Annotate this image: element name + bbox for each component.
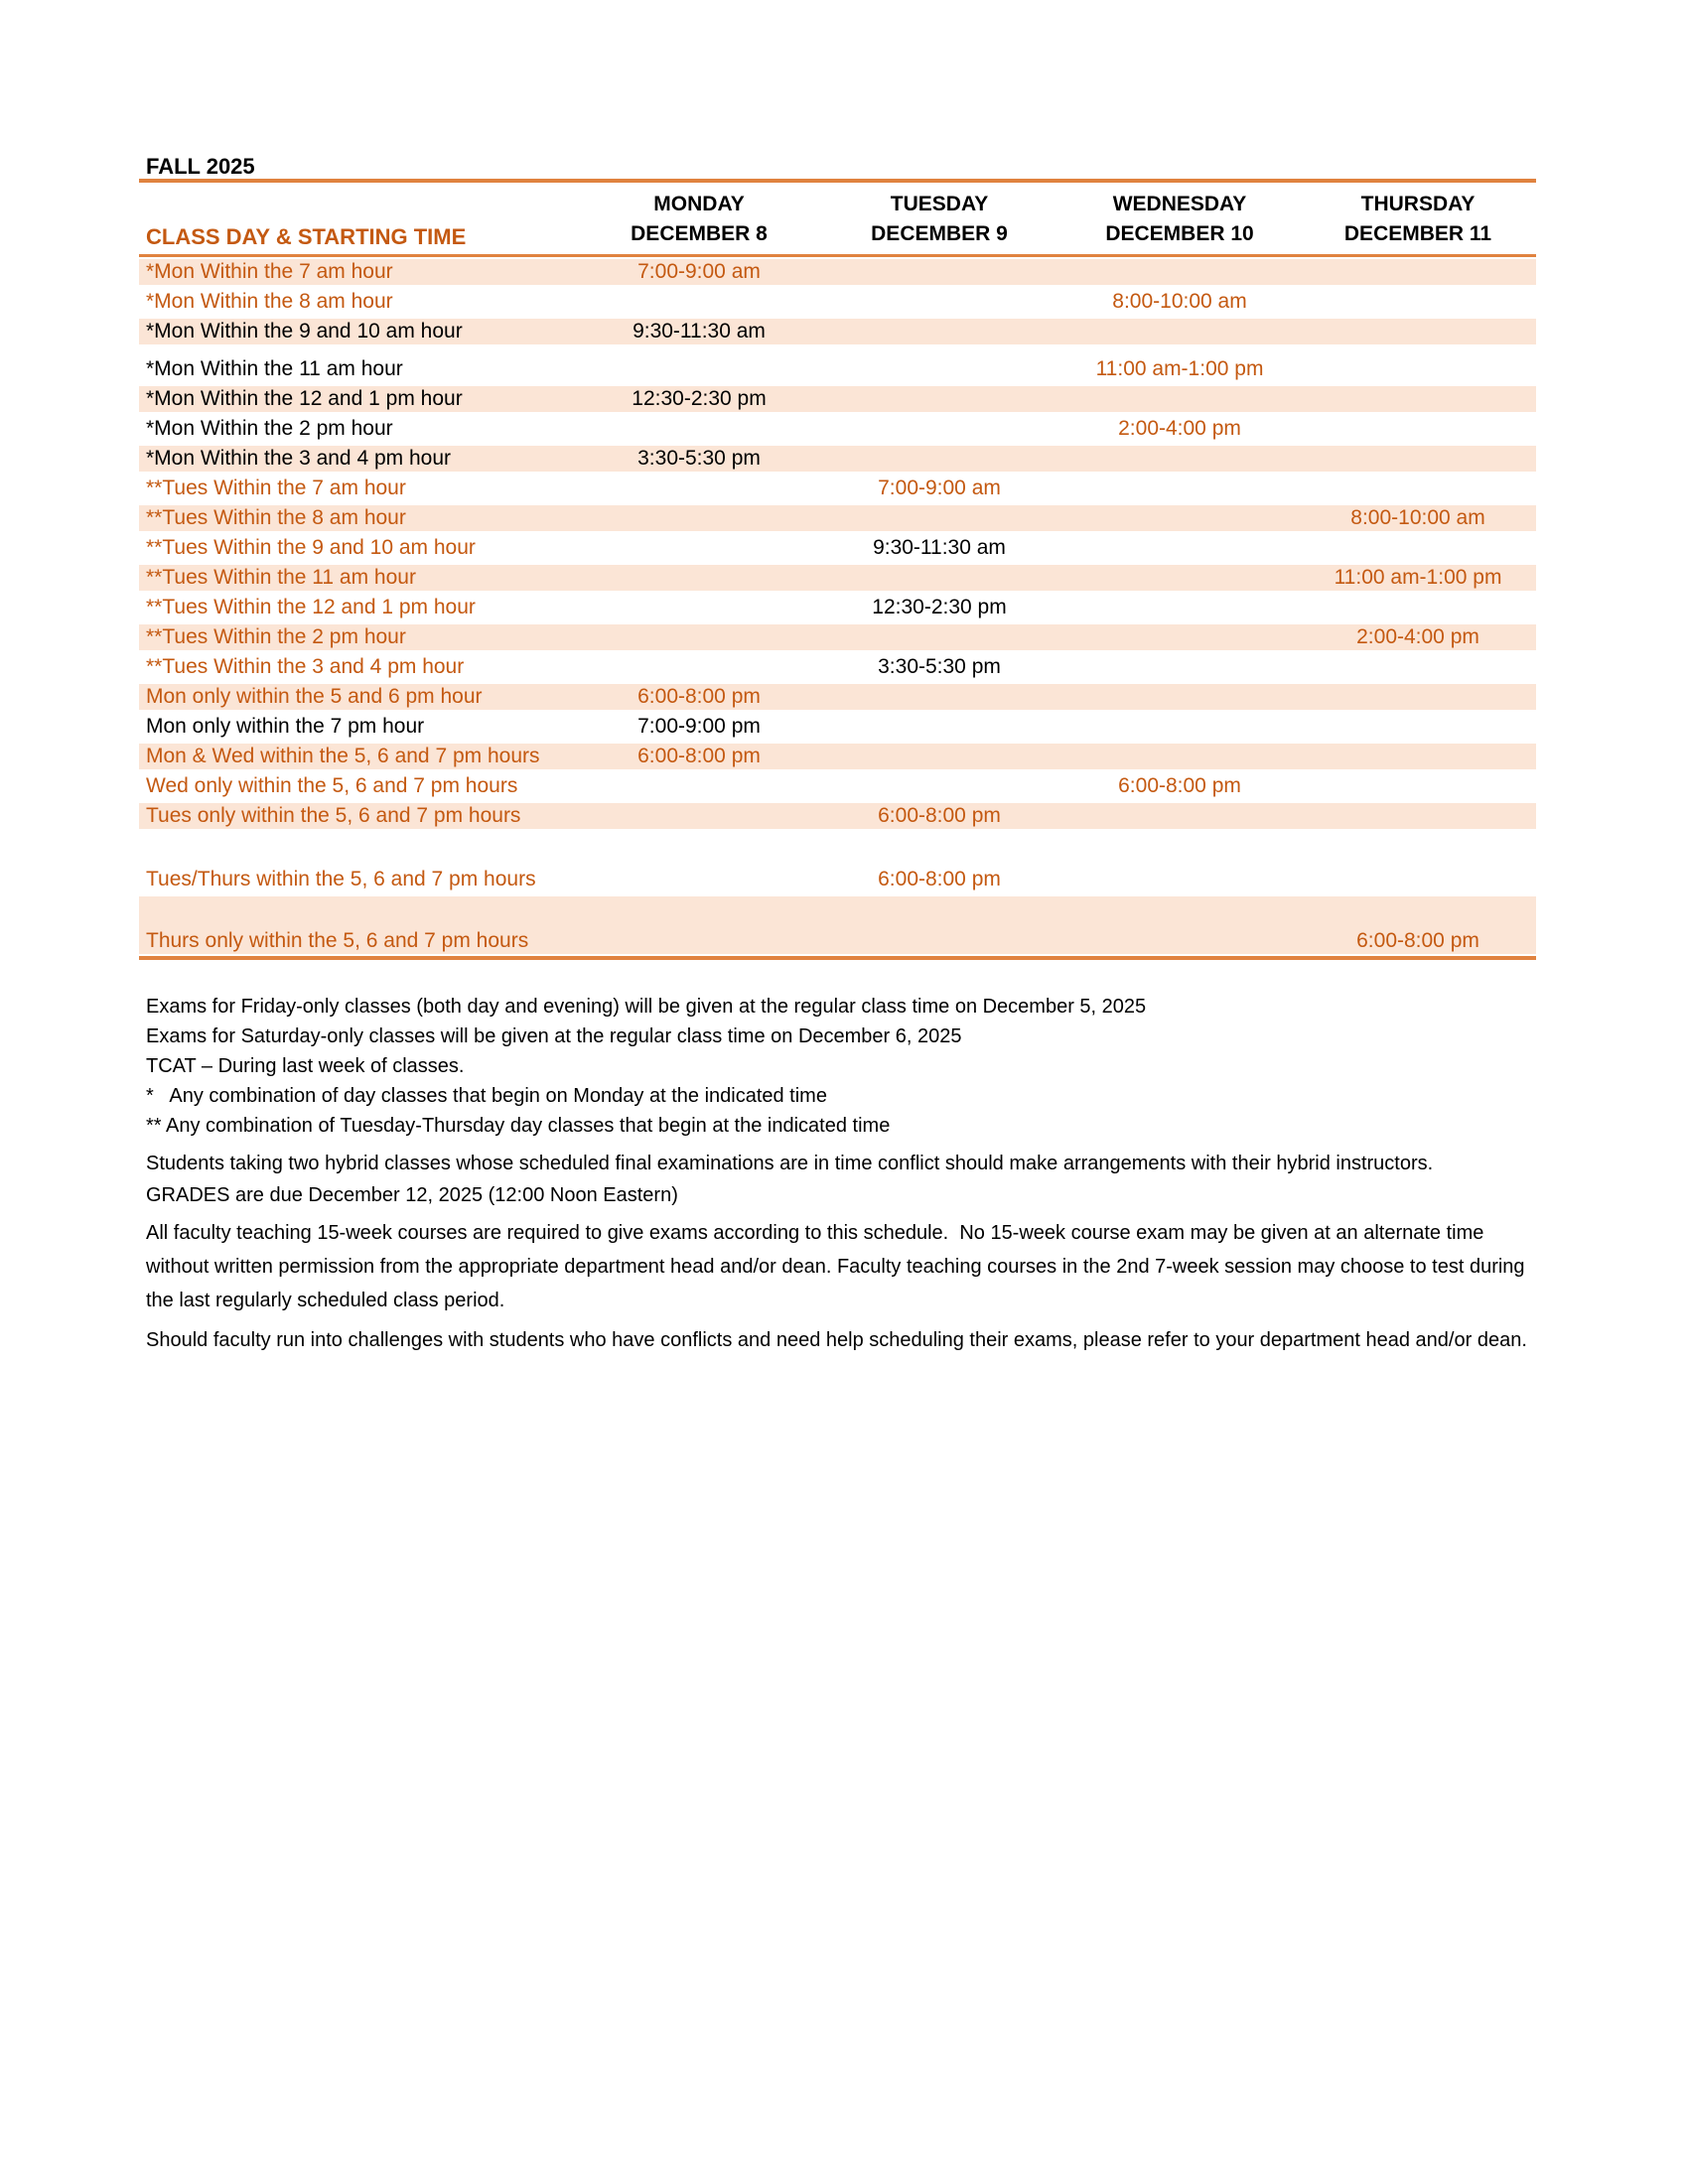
exam-time-wednesday: 11:00 am-1:00 pm: [1095, 357, 1264, 380]
table-row: [139, 257, 1536, 287]
table-body: [139, 257, 1536, 956]
note-text: * Any combination of day classes that begin on Monday at the indicated time: [146, 1085, 827, 1107]
table-row: [139, 801, 1536, 831]
column-day-name: MONDAY: [653, 193, 745, 215]
table-row: [139, 563, 1536, 593]
notes-section: [139, 992, 1536, 1357]
exam-time-wednesday: 8:00-10:00 am: [1112, 290, 1247, 313]
exam-time-thursday: 2:00-4:00 pm: [1356, 625, 1479, 648]
exam-time-tuesday: 6:00-8:00 pm: [878, 868, 1001, 890]
exam-time-monday: 7:00-9:00 am: [637, 260, 761, 283]
row-label: Wed only within the 5, 6 and 7 pm hours: [146, 774, 518, 797]
exam-time-monday: 12:30-2:30 pm: [632, 387, 767, 410]
table-row: [139, 474, 1536, 503]
row-label: *Mon Within the 7 am hour: [146, 260, 393, 283]
row-label: Mon only within the 5 and 6 pm hour: [146, 685, 483, 708]
column-header-monday: [579, 183, 819, 254]
exam-time-tuesday: 7:00-9:00 am: [878, 477, 1001, 499]
exam-time-monday: 3:30-5:30 pm: [637, 447, 761, 470]
table-row: [139, 414, 1536, 444]
note-text: Exams for Friday-only classes (both day and evening) will be given at the regular class time on December 5, 2025: [146, 996, 1147, 1018]
table-row: [139, 742, 1536, 771]
exam-time-thursday: 6:00-8:00 pm: [1356, 929, 1479, 952]
table-row: [139, 503, 1536, 533]
column-header-thursday: [1300, 183, 1536, 254]
row-label: *Mon Within the 8 am hour: [146, 290, 393, 313]
table-row: [139, 287, 1536, 317]
column-day-name: WEDNESDAY: [1112, 193, 1247, 215]
note-text: Should faculty run into challenges with students who have conflicts and need help scheduling their exams, please refer to your department head and/or dean.: [146, 1329, 1527, 1351]
row-label: **Tues Within the 8 am hour: [146, 506, 406, 529]
exam-time-monday: 9:30-11:30 am: [633, 320, 766, 342]
table-row: [139, 622, 1536, 652]
exam-schedule-table: [139, 179, 1536, 960]
exam-time-wednesday: 6:00-8:00 pm: [1118, 774, 1241, 797]
row-label: *Mon Within the 3 and 4 pm hour: [146, 447, 452, 470]
row-label: *Mon Within the 12 and 1 pm hour: [146, 387, 463, 410]
table-row: [139, 652, 1536, 682]
document-page: [139, 155, 1536, 1357]
exam-time-thursday: 11:00 am-1:00 pm: [1334, 566, 1502, 589]
note-text: Students taking two hybrid classes whose scheduled final examinations are in time conflict should make arrangements with their hybrid instructors.: [146, 1153, 1434, 1174]
table-spacer-row: [139, 346, 1536, 354]
column-date: DECEMBER 10: [1105, 222, 1254, 245]
exam-time-tuesday: 3:30-5:30 pm: [878, 655, 1001, 678]
table-row: [139, 771, 1536, 801]
table-row: [139, 593, 1536, 622]
table-spacer-row: [139, 831, 1536, 865]
table-row: [139, 384, 1536, 414]
row-label: *Mon Within the 9 and 10 am hour: [146, 320, 463, 342]
exam-time-monday: 6:00-8:00 pm: [637, 745, 761, 767]
row-label: *Mon Within the 11 am hour: [146, 357, 403, 380]
exam-time-monday: 7:00-9:00 pm: [637, 715, 761, 738]
note-text: All faculty teaching 15-week courses are required to give exams according to this schedule. No 15-week course exam may be given at an alternate time without written permission from the appropriate department head and/or dean. Faculty teaching courses in the 2nd 7-week session may choose to test during the last regularly scheduled class period.: [146, 1222, 1531, 1311]
column-header-wednesday: [1059, 183, 1300, 254]
table-row: [139, 317, 1536, 346]
column-date: DECEMBER 9: [871, 222, 1008, 245]
table-row: [139, 865, 1536, 894]
accent-rule-bottom: [139, 956, 1536, 960]
note-text: ** Any combination of Tuesday-Thursday day classes that begin at the indicated time: [146, 1115, 891, 1137]
row-label: Thurs only within the 5, 6 and 7 pm hours: [146, 929, 529, 952]
exam-time-tuesday: 6:00-8:00 pm: [878, 804, 1001, 827]
table-row: [139, 682, 1536, 712]
table-row: [139, 354, 1536, 384]
page-title: FALL 2025: [146, 154, 255, 179]
row-label: **Tues Within the 9 and 10 am hour: [146, 536, 476, 559]
row-label: *Mon Within the 2 pm hour: [146, 417, 393, 440]
column-header-tuesday: [819, 183, 1059, 254]
column-day-name: TUESDAY: [890, 193, 989, 215]
table-row: [139, 444, 1536, 474]
row-label: **Tues Within the 3 and 4 pm hour: [146, 655, 465, 678]
note-text: TCAT – During last week of classes.: [146, 1055, 465, 1077]
column-date: DECEMBER 11: [1343, 222, 1492, 245]
row-label: Mon only within the 7 pm hour: [146, 715, 425, 738]
row-label: Tues only within the 5, 6 and 7 pm hours: [146, 804, 521, 827]
exam-time-thursday: 8:00-10:00 am: [1350, 506, 1485, 529]
row-label: Mon & Wed within the 5, 6 and 7 pm hours: [146, 745, 540, 767]
row-label: **Tues Within the 11 am hour: [146, 566, 416, 589]
row-label: **Tues Within the 12 and 1 pm hour: [146, 596, 476, 618]
row-label: **Tues Within the 2 pm hour: [146, 625, 406, 648]
row-label: **Tues Within the 7 am hour: [146, 477, 406, 499]
exam-time-tuesday: 9:30-11:30 am: [873, 536, 1006, 559]
exam-time-tuesday: 12:30-2:30 pm: [872, 596, 1007, 618]
table-header-row: [139, 183, 1536, 254]
column-header-class-day: CLASS DAY & STARTING TIME: [146, 224, 467, 249]
column-date: DECEMBER 8: [631, 222, 768, 245]
exam-time-wednesday: 2:00-4:00 pm: [1118, 417, 1241, 440]
table-row: [139, 712, 1536, 742]
exam-time-monday: 6:00-8:00 pm: [637, 685, 761, 708]
table-row: [139, 894, 1536, 956]
note-text: GRADES are due December 12, 2025 (12:00 Noon Eastern): [146, 1184, 678, 1206]
row-label: Tues/Thurs within the 5, 6 and 7 pm hours: [146, 868, 536, 890]
column-day-name: THURSDAY: [1360, 193, 1476, 215]
table-row: [139, 533, 1536, 563]
note-text: Exams for Saturday-only classes will be given at the regular class time on December 6, 2025: [146, 1025, 962, 1047]
